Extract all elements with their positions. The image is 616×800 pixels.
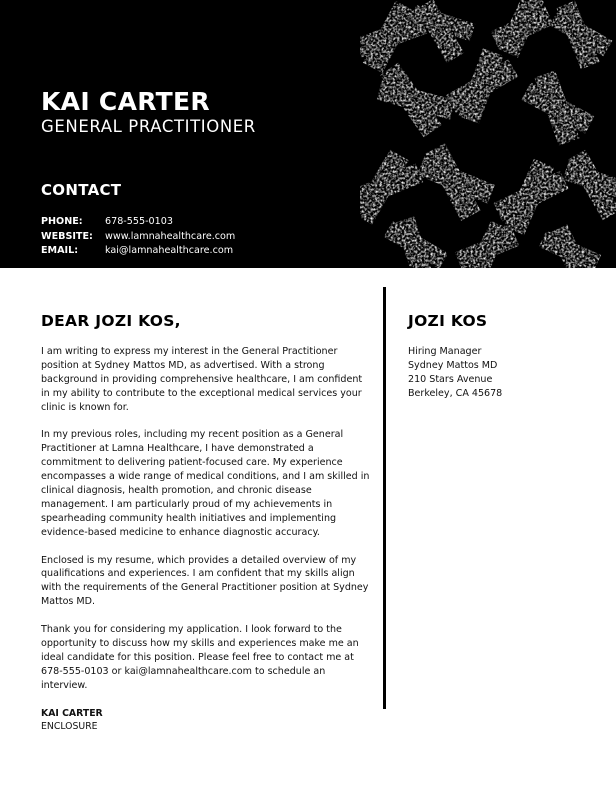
header-banner bbox=[0, 0, 616, 268]
contact-email: kai@lamnahealthcare.com bbox=[105, 245, 234, 256]
recipient-line: Sydney Mattos MD bbox=[408, 359, 498, 371]
signature-name: KAI CARTER bbox=[41, 707, 103, 719]
recipient-line: Berkeley, CA 45678 bbox=[408, 387, 503, 399]
contact-heading: CONTACT bbox=[41, 181, 122, 199]
letter-salutation: DEAR JOZI KOS, bbox=[41, 312, 181, 330]
recipient-line: Hiring Manager bbox=[408, 346, 482, 357]
letter-paragraph: Thank you for considering my application. I look forward to the opportunity to discuss how my skills and experiences make me an ideal candidate for this position. Please feel free to contact me at 678-555-0103 or kai@lamnahealthcare.com to schedule an interview. bbox=[41, 624, 359, 691]
recipient-address bbox=[408, 345, 502, 401]
enclosure-note: ENCLOSURE bbox=[41, 721, 98, 733]
contact-label: PHONE: bbox=[41, 216, 83, 227]
letter-paragraph: In my previous roles, including my recent position as a General Practitioner at Lamna Healthcare, I have demonstrated a commitment to delivering patient-focused care. My experience encompasses a wide range of medical conditions, and I am skilled in clinical diagnosis, health promotion, and chronic disease management. I am particularly proud of my achievements in spearheading community health initiatives and implementing evidence-based medicine to enhance diagnostic accuracy. bbox=[41, 429, 370, 538]
recipient-name: JOZI KOS bbox=[408, 312, 488, 330]
recipient-line: 210 Stars Avenue bbox=[408, 373, 493, 385]
contact-label: EMAIL: bbox=[41, 245, 79, 256]
contact-label: WEBSITE: bbox=[41, 231, 93, 242]
contact-phone: 678-555-0103 bbox=[105, 216, 173, 227]
applicant-title: GENERAL PRACTITIONER bbox=[41, 117, 256, 136]
letter-paragraph: Enclosed is my resume, which provides a detailed overview of my qualifications and experiences. I am confident that my skills align with the requirements of the General Practitioner position at Sydney Mattos MD. bbox=[41, 554, 369, 608]
letter-body bbox=[41, 345, 371, 734]
column-divider bbox=[383, 287, 386, 709]
applicant-name: KAI CARTER bbox=[41, 87, 210, 116]
brush-stroke-pattern-icon bbox=[360, 0, 616, 268]
contact-website: www.lamnahealthcare.com bbox=[105, 231, 236, 242]
letter-paragraph: I am writing to express my interest in the General Practitioner position at Sydney Mattos MD, as advertised. With a strong background in providing comprehensive healthcare, I am confident in my ability to contribute to the exceptional medical services your clinic is known for. bbox=[41, 346, 363, 413]
